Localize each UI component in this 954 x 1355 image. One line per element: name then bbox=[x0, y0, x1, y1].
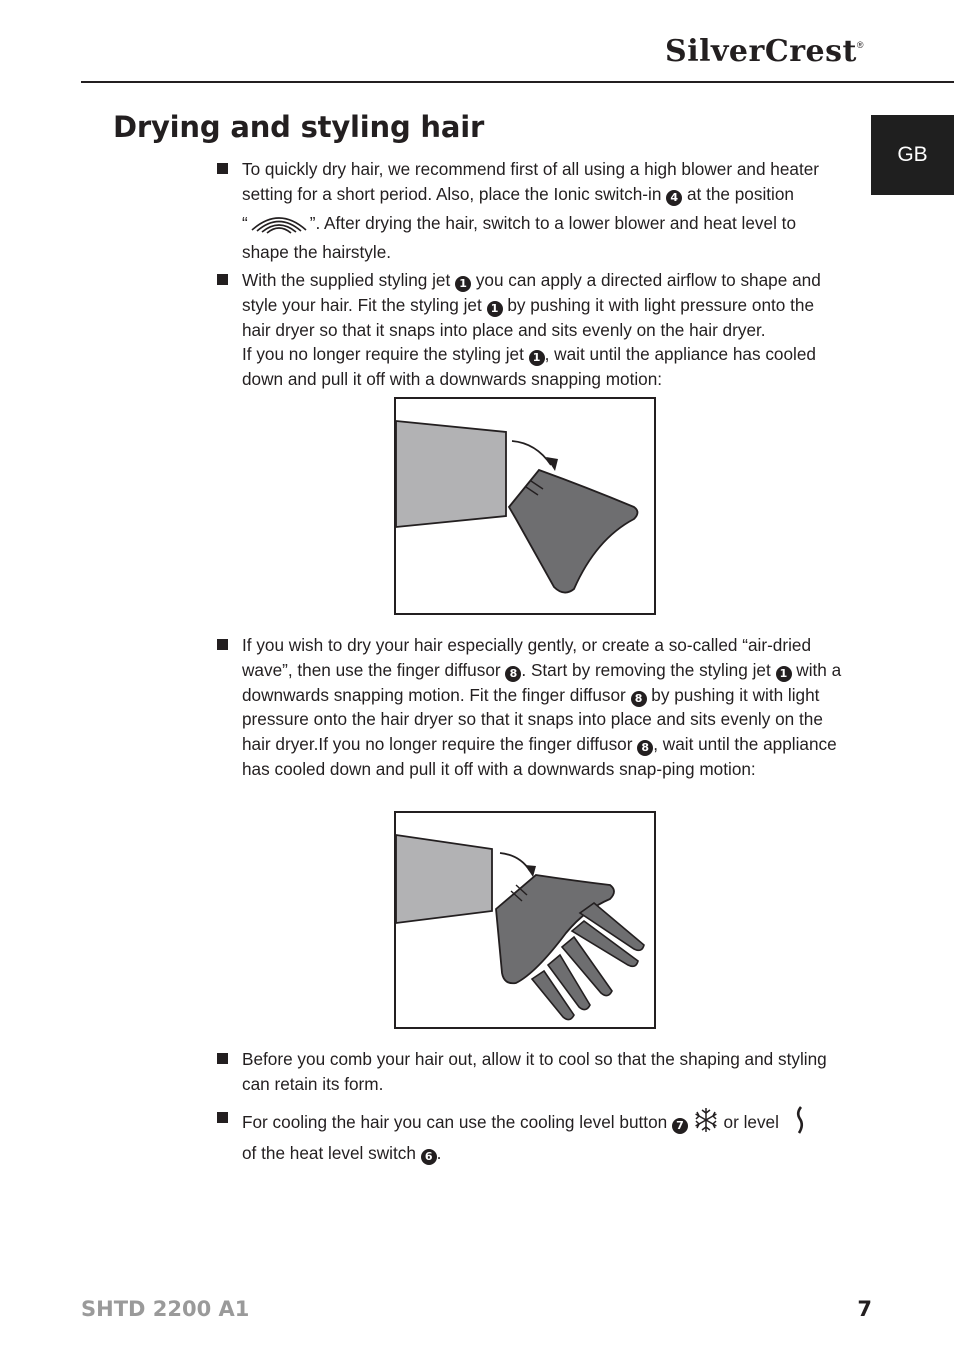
footer-model-number: SHTD 2200 A1 bbox=[81, 1297, 250, 1321]
paragraph-quick-dry: To quickly dry hair, we recommend first of all using a high blower and heater setting for a short period. Also, place the Ionic switch-in 4 at the position “ ”. After drying the hair, switch to a lower blower and heat level to shape the hairstyle. bbox=[242, 159, 820, 263]
part-number-badge: 1 bbox=[455, 276, 471, 292]
section-title: Drying and styling hair bbox=[113, 110, 485, 144]
part-number-badge: 1 bbox=[487, 301, 503, 317]
part-number-badge: 7 bbox=[672, 1118, 688, 1134]
part-number-badge: 8 bbox=[505, 666, 521, 682]
paragraph-finger-diffusor: If you wish to dry your hair especially gently, or create a so-called “air-dried wave”, then use the finger diffusor 8 . Start by removing the styling jet 1 with a downwards snapping motion. Fit the finger diffusor 8 by pushing it with light pressure onto the hair dryer so that it snaps into place and sits evenly on the hair dryer.If you no longer require the finger diffusor 8 , wait until the appliance has cooled down and pull it off with a downwards snap-ping motion: bbox=[242, 635, 842, 779]
square-bullet-icon bbox=[217, 274, 228, 285]
brand-logo: SilverCrest® bbox=[665, 34, 864, 69]
part-number-badge: 6 bbox=[421, 1149, 437, 1165]
part-number-badge: 1 bbox=[776, 666, 792, 682]
part-number-badge: 1 bbox=[529, 350, 545, 366]
figure-styling-jet-removal bbox=[394, 397, 656, 615]
square-bullet-icon bbox=[217, 1112, 228, 1123]
part-number-badge: 4 bbox=[666, 190, 682, 206]
ionic-waves-icon bbox=[248, 208, 310, 241]
part-number-badge: 8 bbox=[637, 740, 653, 756]
part-number-badge: 8 bbox=[631, 691, 647, 707]
header-rule bbox=[81, 81, 954, 83]
square-bullet-icon bbox=[217, 639, 228, 650]
paragraph-styling-jet: With the supplied styling jet 1 you can apply a directed airflow to shape and style your hair. Fit the styling jet 1 by pushing it with light pressure onto the hair dryer so that it snaps into place and sits evenly on the hair dryer. If you no longer require the styling jet 1 , wait until the appliance has cooled down and pull it off with a downwards snapping motion: bbox=[242, 270, 821, 390]
figure-finger-diffusor-removal bbox=[394, 811, 656, 1029]
page-number: 7 bbox=[857, 1297, 872, 1321]
heat-wave-icon bbox=[794, 1106, 806, 1141]
square-bullet-icon bbox=[217, 1053, 228, 1064]
language-tab: GB bbox=[871, 115, 954, 195]
paragraph-cooling-level: For cooling the hair you can use the cooling level button 7 or level of the heat level switch 6 . bbox=[242, 1106, 842, 1166]
square-bullet-icon bbox=[217, 163, 228, 174]
paragraph-cool-before-combing: Before you comb your hair out, allow it to cool so that the shaping and styling can retain its form. bbox=[242, 1049, 827, 1094]
snowflake-icon bbox=[693, 1107, 719, 1140]
